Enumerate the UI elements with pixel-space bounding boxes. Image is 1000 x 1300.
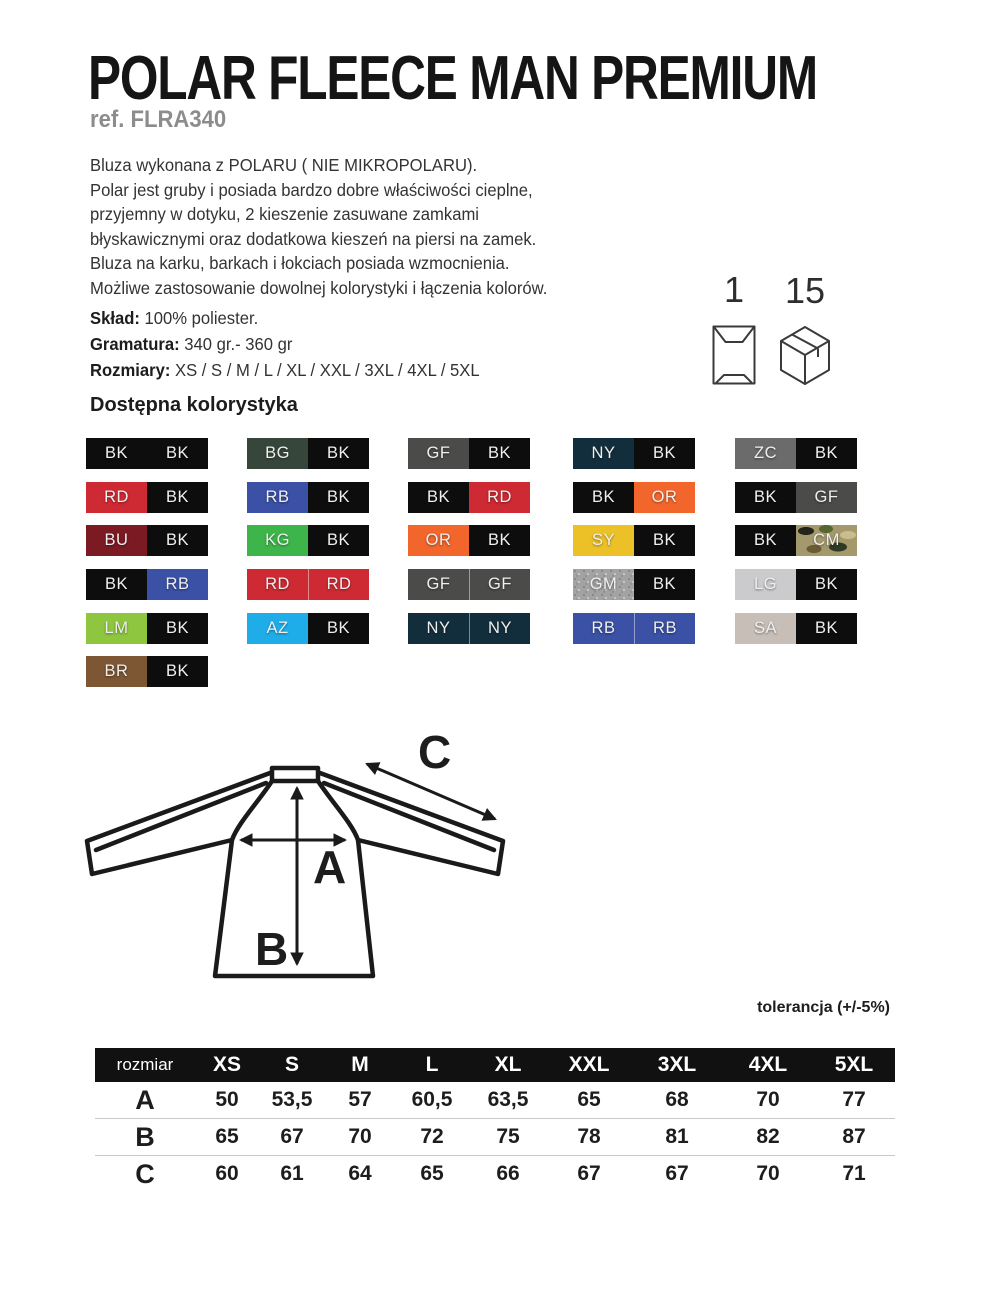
swatch-bk [469,525,530,556]
swatch-code-label: BK [753,487,777,506]
swatch-bk [147,482,208,513]
swatch-code-label: LG [753,575,777,594]
color-combo-swatch [86,482,208,513]
color-combo-swatch [247,482,369,513]
dimension-label-c: C [418,726,452,778]
spec-composition [90,305,480,331]
measurement-diagram [75,726,515,992]
size-value-cell: 72 [420,1125,444,1148]
size-column-header: XL [494,1053,522,1076]
color-combo-swatch [86,613,208,644]
swatch-code-label: BK [652,444,676,462]
color-combo-swatch [573,613,695,644]
swatch-code-label: BR [104,662,129,681]
color-combo-swatch [86,656,208,687]
swatch-sa [735,613,796,644]
swatch-gm [573,569,634,600]
swatch-zc [735,438,796,469]
swatch-bk [86,438,147,469]
swatch-bk [796,438,857,469]
size-value-cell: 67 [577,1162,601,1185]
swatch-az [247,613,308,644]
dimension-label-a: A [313,841,347,893]
swatch-gf [469,569,530,600]
size-column-header: M [351,1053,369,1076]
swatch-rb [147,569,208,600]
swatch-code-label: BK [326,444,350,462]
swatch-code-label: BK [326,618,350,637]
bag-quantity: 1 [723,269,745,310]
swatch-bk [573,482,634,513]
color-column [408,438,530,656]
color-combo-swatch [573,482,695,513]
swatch-bk [308,613,369,644]
swatch-code-label: BK [814,618,838,637]
swatch-code-label: ZC [754,444,777,462]
spec-value: 100% poliester. [144,308,259,328]
jacket-outline [87,768,503,976]
size-table-body [95,1082,895,1192]
size-value-cell: 66 [496,1162,520,1185]
swatch-bk [634,569,695,600]
swatch-code-label: BK [753,531,777,550]
color-combo-swatch [247,569,369,600]
size-value-cell: 60,5 [411,1088,453,1111]
swatch-code-label: BK [104,444,128,462]
color-combo-swatch [247,438,369,469]
size-table-corner-label: rozmiar [116,1055,174,1074]
size-column-header: 5XL [834,1053,874,1076]
color-combo-swatch [735,613,857,644]
size-column-header: 3XL [657,1053,697,1076]
color-combo-swatch [573,438,695,469]
swatch-code-label: BG [265,444,290,462]
swatch-code-label: BK [165,531,189,550]
swatch-code-label: BK [814,444,838,462]
swatch-code-label: BK [814,575,838,594]
swatch-code-label: BK [326,487,350,506]
size-value-cell: 77 [842,1088,866,1111]
swatch-rd [86,482,147,513]
color-combo-swatch [86,438,208,469]
swatch-code-label: KG [265,531,290,550]
color-column [247,438,369,656]
swatch-code-label: BK [326,531,350,550]
size-value-cell: 53,5 [271,1088,313,1111]
measurement-row-label: B [135,1121,155,1152]
size-value-cell: 57 [348,1088,372,1111]
color-column [735,438,857,656]
size-value-cell: 75 [496,1125,520,1148]
size-table-row [95,1118,895,1155]
size-value-cell: 64 [348,1162,372,1185]
swatch-bg [247,438,308,469]
swatch-bk [408,482,469,513]
swatch-rb [573,613,634,644]
size-value-cell: 60 [215,1162,239,1185]
size-value-cell: 71 [842,1162,866,1185]
swatch-code-label: OR [651,487,678,506]
color-column [86,438,208,700]
spec-value: 340 gr.- 360 gr [184,334,293,354]
color-combo-swatch [573,569,695,600]
swatch-lg [735,569,796,600]
carton-box-icon [780,326,830,385]
dimension-label-b: B [255,923,289,975]
color-column [573,438,695,656]
swatch-rd [247,569,308,600]
swatch-code-label: NY [591,444,616,462]
size-value-cell: 70 [756,1162,780,1185]
size-column-header: XS [212,1053,241,1076]
color-combo-swatch [573,525,695,556]
measurement-row-label: A [135,1084,155,1115]
swatch-code-label: BK [426,487,450,506]
swatch-bk [796,569,857,600]
carton-quantity: 15 [784,270,826,311]
polybag-icon [712,325,756,385]
swatch-gf [408,438,469,469]
color-combo-swatch [408,482,530,513]
swatch-bk [147,525,208,556]
swatch-code-label: NY [488,618,512,637]
swatch-code-label: RD [265,575,290,594]
swatch-br [86,656,147,687]
color-combo-swatch [247,525,369,556]
swatch-code-label: BK [165,618,189,637]
spec-label: Rozmiary: [90,360,171,380]
size-column-header: S [284,1053,299,1076]
color-combo-swatch [735,569,857,600]
swatch-code-label: RB [591,618,616,637]
color-combo-swatch [408,525,530,556]
swatch-code-label: NY [426,618,451,637]
swatch-bk [634,438,695,469]
size-value-cell: 70 [348,1125,372,1148]
swatch-code-label: OR [425,531,452,550]
size-table-row [95,1155,895,1192]
swatch-code-label: RB [265,487,290,506]
swatch-ny [573,438,634,469]
size-value-cell: 63,5 [487,1088,529,1111]
size-value-cell: 61 [280,1162,304,1185]
size-table [95,1048,895,1192]
swatch-code-label: BK [104,575,128,594]
measurement-row-label: C [135,1158,155,1189]
swatch-lm [86,613,147,644]
swatch-or [408,525,469,556]
size-value-cell: 65 [420,1162,444,1185]
swatch-code-label: GF [426,575,451,594]
description-line: Możliwe zastosowanie dowolnej kolorystyki i łączenia kolorów. [90,277,548,298]
swatch-code-label: AZ [266,618,289,637]
size-table-header [95,1048,895,1082]
swatch-bk [147,613,208,644]
color-combo-swatch [735,525,857,556]
description-line: błyskawicznymi oraz dodatkowa kieszeń na piersi na zamek. [90,228,537,249]
size-value-cell: 68 [665,1088,689,1111]
size-value-cell: 50 [215,1088,239,1111]
size-value-cell: 67 [665,1162,689,1185]
swatch-bk [634,525,695,556]
swatch-code-label: RB [653,618,677,637]
swatch-gf [796,482,857,513]
swatch-bk [308,525,369,556]
swatch-rb [634,613,695,644]
swatch-gf [408,569,469,600]
swatch-code-label: GF [426,444,451,462]
swatch-code-label: BU [104,531,129,550]
color-combo-swatch [86,525,208,556]
packaging-unit-bag [712,269,756,385]
size-value-cell: 70 [756,1088,780,1111]
colors-section-heading: Dostępna kolorystyka [90,394,298,416]
swatch-code-label: BK [165,444,189,462]
swatch-bk [308,482,369,513]
size-value-cell: 65 [215,1125,239,1148]
swatch-code-label: GF [814,487,839,506]
swatch-or [634,482,695,513]
swatch-bk [86,569,147,600]
swatch-rd [308,569,369,600]
color-combo-swatch [735,438,857,469]
tolerance-note: tolerancja (+/-5%) [757,999,890,1016]
swatch-code-label: RB [165,575,190,594]
swatch-code-label: LM [104,618,129,637]
size-column-header: XXL [568,1053,610,1076]
color-combo-swatch [408,438,530,469]
size-value-cell: 67 [280,1125,304,1148]
size-value-cell: 78 [577,1125,601,1148]
swatch-kg [247,525,308,556]
swatch-code-label: RD [487,487,512,506]
swatch-code-label: SA [753,618,777,637]
size-value-cell: 81 [665,1125,689,1148]
size-value-cell: 65 [577,1088,601,1111]
description-line: Bluza na karku, barkach i łokciach posiada wzmocnienia. [90,253,510,274]
swatch-bk [735,525,796,556]
swatch-ny [408,613,469,644]
color-combo-swatch [735,482,857,513]
swatch-bk [308,438,369,469]
swatch-bk [147,438,208,469]
description-line: Bluza wykonana z POLARU ( NIE MIKROPOLARU). [90,155,478,175]
description-line: Polar jest gruby i posiada bardzo dobre właściwości cieplne, [90,179,533,200]
size-column-header: 4XL [748,1053,788,1076]
description-line: przyjemny w dotyku, 2 kieszenie zasuwane zamkami [90,204,480,225]
spec-label: Skład: [90,308,140,328]
swatch-sy [573,525,634,556]
swatch-code-label: BK [165,487,189,506]
swatch-bk [147,656,208,687]
swatch-bu [86,525,147,556]
product-specs [90,305,500,383]
packaging-unit-carton [780,270,830,385]
swatch-ny [469,613,530,644]
swatch-code-label: GF [488,575,512,594]
spec-label: Gramatura: [90,334,180,354]
swatch-code-label: RD [326,575,352,594]
page-title: POLAR FLEECE MAN PREMIUM [88,44,817,113]
swatch-code-label: BK [487,531,511,550]
size-column-header: L [425,1053,439,1076]
color-combo-swatch [408,613,530,644]
product-ref: ref. FLRA340 [90,106,227,133]
size-value-cell: 82 [756,1125,780,1148]
color-combo-swatch [86,569,208,600]
swatch-code-label: GM [589,575,618,594]
swatch-code-label: CM [813,531,840,550]
spec-weight [90,331,480,357]
swatch-bk [469,438,530,469]
swatch-code-label: SY [591,531,615,550]
swatch-bk [796,613,857,644]
swatch-code-label: BK [165,662,189,681]
swatch-rb [247,482,308,513]
spec-sizes [90,357,480,383]
size-table-row [95,1082,895,1118]
packaging-info [712,269,830,385]
swatch-cm [796,525,857,556]
spec-value: XS / S / M / L / XL / XXL / 3XL / 4XL / 5XL [175,360,480,380]
swatch-code-label: BK [652,575,676,594]
color-combo-swatch [408,569,530,600]
swatch-code-label: BK [591,487,615,506]
product-description [90,153,571,301]
swatch-code-label: BK [487,444,511,462]
swatch-rd [469,482,530,513]
swatch-bk [735,482,796,513]
swatch-code-label: RD [104,487,129,506]
size-value-cell: 87 [842,1125,866,1148]
color-combo-swatch [247,613,369,644]
swatch-code-label: BK [652,531,676,550]
color-grid [86,438,876,692]
